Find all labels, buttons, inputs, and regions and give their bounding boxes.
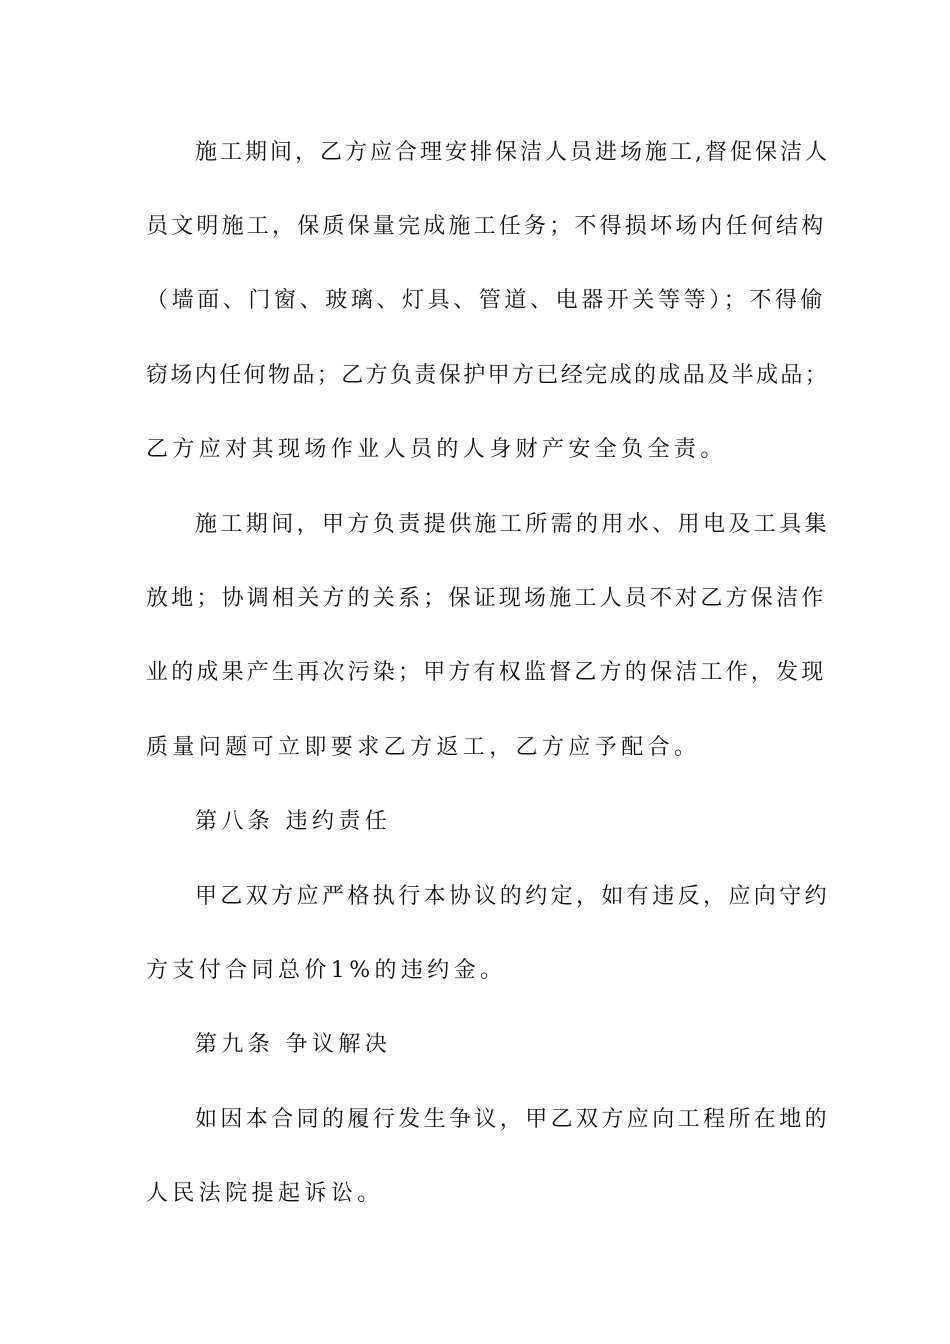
paragraph-line: 放地；协调相关方的关系；保证现场施工人员不对乙方保洁作 [146, 586, 827, 611]
paragraph-line: 质量问题可立即要求乙方返工，乙方应予配合。 [146, 735, 701, 760]
section-heading-article-9: 第九条 争议解决 [195, 1032, 392, 1057]
paragraph-line: 甲乙双方应严格执行本协议的约定，如有违反，应向守约 [195, 884, 831, 909]
paragraph-line: 施工期间，甲方负责提供施工所需的用水、用电及工具集 [195, 512, 831, 537]
section-heading-article-8: 第八条 违约责任 [195, 809, 392, 834]
paragraph-line: 人民法院提起诉讼。 [146, 1181, 384, 1206]
paragraph-line: 乙方应对其现场作业人员的人身财产安全负全责。 [146, 437, 727, 462]
paragraph-line: 方支付合同总价1%的违约金。 [146, 958, 507, 983]
paragraph-line: 员文明施工，保质保量完成施工任务；不得损坏场内任何结构 [146, 214, 827, 239]
paragraph-line: 窃场内任何物品；乙方负责保护甲方已经完成的成品及半成品； [146, 363, 830, 388]
paragraph-line: （墙面、门窗、玻璃、灯具、管道、电器开关等等）；不得偷 [146, 288, 827, 313]
paragraph-line: 业的成果产生再次污染；甲方有权监督乙方的保洁工作，发现 [146, 660, 827, 685]
paragraph-line: 如因本合同的履行发生争议，甲乙双方应向工程所在地的 [195, 1107, 831, 1132]
paragraph-line: 施工期间，乙方应合理安排保洁人员进场施工,督促保洁人 [195, 140, 830, 165]
